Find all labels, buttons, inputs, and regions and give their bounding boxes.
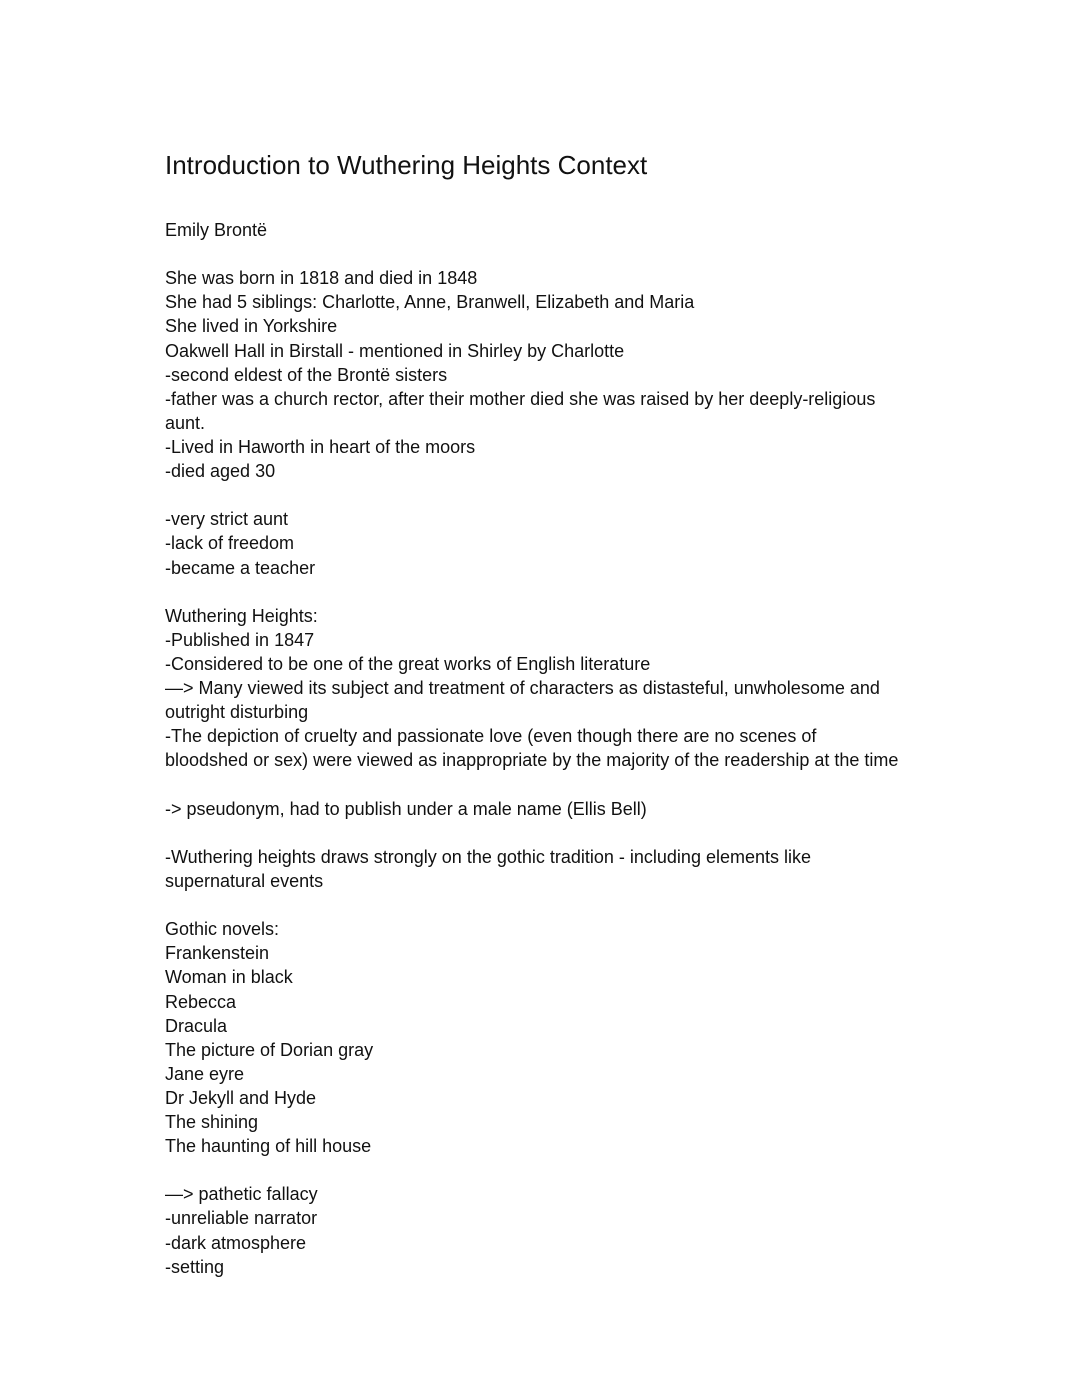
document-title: Introduction to Wuthering Heights Context [165,150,648,180]
text-line: -Lived in Haworth in heart of the moors [165,436,476,457]
blank-line [165,1158,925,1182]
text-line: Jane eyre [165,1063,245,1084]
document-body [165,218,925,1279]
text-line: Emily Brontë [165,220,268,240]
text-line: -died aged 30 [165,461,276,482]
text-line: Gothic novels: [165,919,280,940]
text-line: -unreliable narrator [165,1208,318,1229]
text-line: The haunting of hill house [165,1136,372,1157]
text-line: -The depiction of cruelty and passionate love (even though there are no scenes of [165,726,817,747]
text-line: Woman in black [165,967,293,988]
text-line: —> pathetic fallacy [165,1184,318,1205]
text-line: -father was a church rector, after their mother died she was raised by her deeply-religious [165,388,876,409]
text-line: Oakwell Hall in Birstall - mentioned in Shirley by Charlotte [165,340,625,361]
text-line: bloodshed or sex) were viewed as inappropriate by the majority of the readership at the time [165,750,899,771]
text-line: She lived in Yorkshire [165,316,338,337]
text-line: -setting [165,1256,225,1277]
text-line: Frankenstein [165,943,270,964]
text-line: -second eldest of the Brontë sisters [165,364,448,385]
text-line: She had 5 siblings: Charlotte, Anne, Branwell, Elizabeth and Maria [165,292,695,313]
text-line: Rebecca [165,991,237,1012]
text-line: Wuthering Heights: [165,605,318,626]
text-line: outright disturbing [165,702,309,723]
text-line: -Considered to be one of the great works of English literature [165,653,651,674]
blank-line [165,580,925,604]
blank-line [165,773,925,797]
blank-line [165,242,925,266]
blank-line [165,893,925,917]
text-line: -Wuthering heights draws strongly on the gothic tradition - including elements like [165,846,812,867]
text-line: -became a teacher [165,557,316,578]
text-line: -> pseudonym, had to publish under a male name (Ellis Bell) [165,798,647,819]
text-line: Dracula [165,1015,228,1036]
blank-line [165,483,925,507]
text-line: supernatural events [165,870,324,891]
text-line: Dr Jekyll and Hyde [165,1087,317,1108]
text-line: —> Many viewed its subject and treatment of characters as distasteful, unwholesome and [165,678,880,699]
text-line: She was born in 1818 and died in 1848 [165,268,478,289]
text-line: -dark atmosphere [165,1232,307,1253]
blank-line [165,821,925,845]
text-line: The picture of Dorian gray [165,1039,374,1060]
text-line: The shining [165,1112,259,1133]
text-line: aunt. [165,412,206,433]
text-line: -lack of freedom [165,533,295,554]
text-line: -Published in 1847 [165,629,315,650]
text-line: -very strict aunt [165,509,289,530]
